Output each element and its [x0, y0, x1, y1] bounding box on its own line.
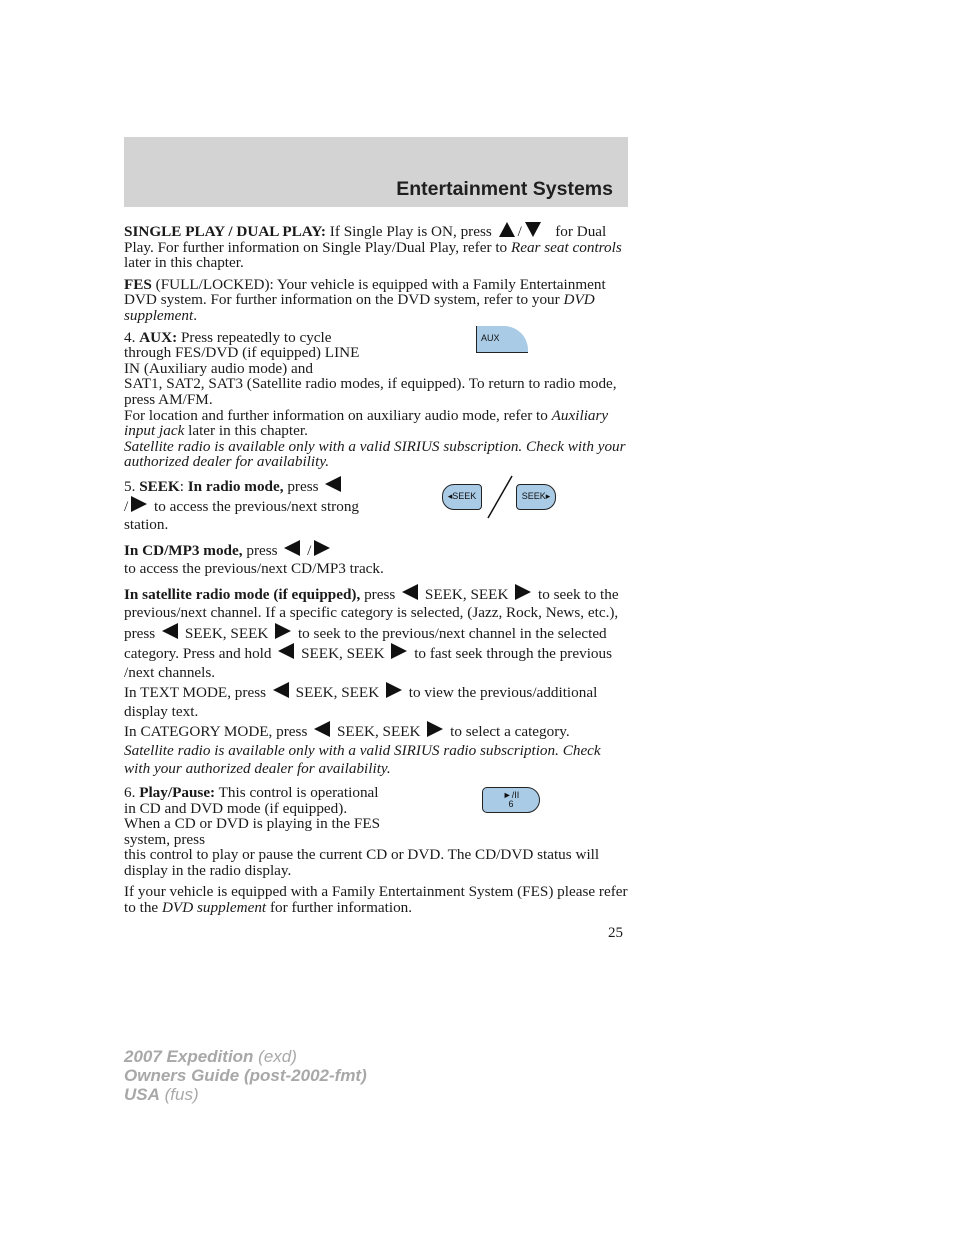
- seek-section: [124, 476, 628, 534]
- cd-mode-label: In CD/MP3 mode,: [124, 541, 243, 559]
- footer-model: 2007 Expedition: [124, 1047, 254, 1066]
- section-title: Entertainment Systems: [396, 178, 613, 200]
- aux-button-illustration: AUX: [476, 326, 528, 353]
- text: to seek to the: [297, 624, 379, 642]
- cd-mode-paragraph: In CD/MP3 mode, press / to access the previous/next CD/MP3 track.: [124, 541, 384, 577]
- text: to fast seek through the previous /next channels.: [124, 645, 613, 681]
- down-arrow-icon: [525, 222, 541, 237]
- document-footer: [124, 1047, 367, 1104]
- radio-mode-label: In radio mode,: [187, 477, 284, 495]
- right-arrow-icon: [131, 496, 147, 512]
- text: SEEK, SEEK: [424, 585, 509, 603]
- text: SEEK, SEEK: [295, 684, 380, 702]
- text: In CATEGORY MODE, press: [124, 723, 308, 741]
- text: Press repeatedly to cycle through FES/DVD (if equipped) LINE IN (Auxiliary audio mode) and: [124, 328, 360, 377]
- text: later in this chapter.: [124, 254, 244, 272]
- text: SEEK, SEEK: [184, 624, 269, 642]
- left-arrow-icon: [162, 623, 178, 639]
- text: later in this chapter.: [188, 422, 308, 440]
- left-arrow-icon: [273, 682, 289, 698]
- satellite-note: Satellite radio is available only with a valid SIRIUS radio subscription. Check with your authorized dealer for availability.: [124, 741, 601, 778]
- text: for further information.: [269, 899, 413, 917]
- reference-auxiliary-input-jack: Auxiliary input jack: [124, 406, 609, 440]
- text: seek to the previous/next channel. If a specific category is selected, (Jazz, Rock, News, etc.), press: [124, 585, 619, 642]
- aux-label: AUX:: [139, 328, 178, 346]
- play-section: [124, 785, 628, 847]
- left-arrow-icon: [284, 540, 300, 556]
- text: to access the previous/next CD/MP3 track.: [124, 559, 384, 577]
- text: to: [538, 585, 550, 603]
- divider-slash-icon: [486, 474, 514, 520]
- item-number: 5.: [124, 477, 136, 495]
- item-number: 4.: [124, 328, 136, 346]
- right-arrow-icon: [427, 721, 443, 737]
- text: this control to play or pause the current CD or DVD. The CD/DVD status will display in the radio display.: [124, 846, 600, 879]
- reference-dvd-supplement: DVD supplement: [161, 899, 267, 917]
- aux-section: [124, 330, 628, 377]
- seek-label: SEEK: [139, 477, 180, 495]
- fes-label: FES: [124, 275, 152, 293]
- left-arrow-icon: [314, 721, 330, 737]
- play-intro: [124, 785, 382, 847]
- seek-right-button-illustration: SEEK▸: [516, 484, 556, 510]
- text: If your vehicle is equipped with a Family Entertainment System (FES) please refer to the: [124, 883, 628, 917]
- text: .: [193, 306, 197, 324]
- seek-intro: 5. SEEK: In radio mode, press / to access the previous/next strong station.: [124, 477, 360, 533]
- aux-intro: [124, 330, 376, 377]
- satellite-mode-label: In satellite radio mode (if equipped),: [124, 585, 361, 603]
- text: press: [364, 585, 396, 603]
- text: to select a category.: [450, 723, 570, 741]
- single-play-label: SINGLE PLAY / DUAL PLAY:: [124, 223, 326, 240]
- text: for: [555, 223, 573, 240]
- right-arrow-icon: [391, 643, 407, 659]
- play-pause-button-illustration: [482, 787, 540, 813]
- left-arrow-icon: [325, 476, 341, 492]
- text: previous/next channel in the selected category. Press and hold: [124, 624, 607, 663]
- text: press: [246, 541, 278, 559]
- text: Dual Play. For further information on Single Play/Dual Play, refer to: [124, 223, 607, 256]
- satellite-note: Satellite radio is available only with a valid SIRIUS subscription. Check with your authorized dealer for availability.: [124, 437, 626, 471]
- text: This control is operational in CD and DVD mode (if equipped). When a CD or DVD is playing in the FES system, press: [124, 783, 381, 848]
- left-arrow-icon: [278, 643, 294, 659]
- aux-continuation: [124, 376, 628, 470]
- seek-left-button-illustration: ◂SEEK: [442, 484, 482, 510]
- footer-market: USA: [124, 1085, 160, 1104]
- reference-rear-seat-controls: Rear seat controls: [510, 238, 622, 256]
- text: If Single Play is ON, press: [329, 223, 492, 240]
- fes-paragraph: [124, 277, 628, 324]
- text: previous/additional display text.: [124, 684, 598, 720]
- left-arrow-icon: [402, 584, 418, 600]
- right-arrow-icon: [515, 584, 531, 600]
- section-header: [124, 137, 628, 207]
- fes-note-paragraph: [124, 884, 628, 915]
- play-continuation: [124, 847, 628, 878]
- satellite-mode-paragraph: [124, 584, 628, 779]
- play-pause-icon: ►/II: [502, 789, 520, 800]
- text: For location and further information on auxiliary audio mode, refer to: [124, 406, 548, 424]
- right-arrow-icon: [275, 623, 291, 639]
- text: SEEK, SEEK: [336, 723, 421, 741]
- right-arrow-icon: [314, 540, 330, 556]
- text: SEEK, SEEK: [301, 645, 385, 663]
- up-arrow-icon: [499, 222, 515, 237]
- page-number: 25: [608, 925, 623, 941]
- text: press: [287, 477, 319, 495]
- footer-model-code: (exd): [258, 1047, 297, 1066]
- play-pause-label: Play/Pause:: [139, 783, 216, 801]
- page-content: [124, 222, 628, 916]
- text: In TEXT MODE, press: [124, 684, 267, 702]
- text: (FULL/LOCKED): Your vehicle is equipped with a Family Entertainment DVD system. For further information on the DVD system, refer to your: [124, 275, 606, 309]
- single-play-paragraph: SINGLE PLAY / DUAL PLAY: If Single Play is ON, press / for Dual Play. For further information on Single Play/Dual Play, refer to Rear seat controls later in this chapter.: [124, 223, 622, 272]
- text: to view the: [408, 684, 477, 702]
- text: to access the previous/next strong station.: [124, 497, 360, 533]
- reference-dvd-supplement: DVD supplement: [124, 291, 595, 324]
- text: :: [179, 477, 184, 495]
- item-number: 6.: [124, 783, 136, 801]
- text: SAT1, SAT2, SAT3 (Satellite radio modes, if equipped). To return to radio mode, press AM/FM.: [124, 375, 617, 408]
- footer-market-code: (fus): [164, 1085, 199, 1104]
- button-number: 6: [508, 798, 514, 809]
- right-arrow-icon: [386, 682, 402, 698]
- footer-guide: Owners Guide (post-2002-fmt): [124, 1066, 367, 1085]
